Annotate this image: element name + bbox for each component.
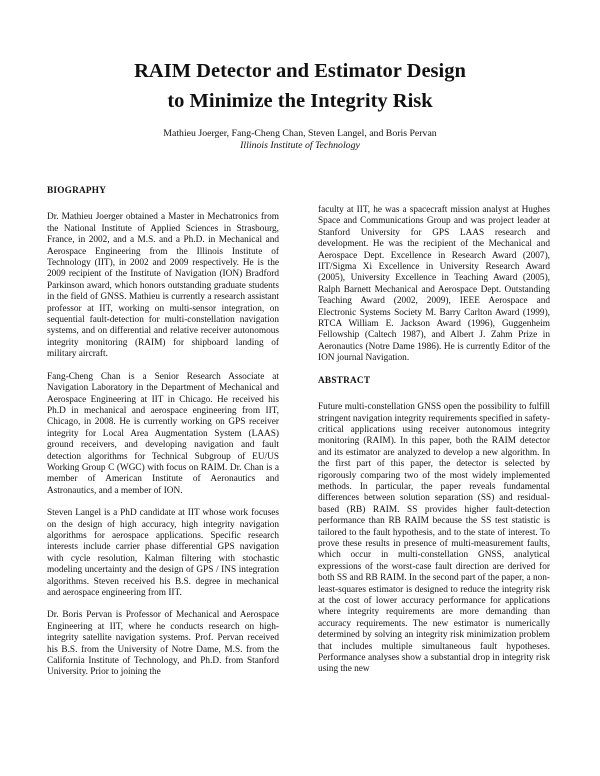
bio-chan: Fang-Cheng Chan is a Senior Research Associate at Navigation Laboratory in the Department of Mechanical and Aerospace Engineering at IIT in Chicago. He received his Ph.D in mechanical and aerospace engineering from IIT, Chicago, in 2008. He is currently working on GPS receiver integrity for Local Area Augmentation System (LAAS) ground receivers, and developing navigation and fault detection algorithms for Technical Subgroup of EU/US Working Group C (WGC) with focus on RAIM. Dr. Chan is a member of American Institute of Aeronautics and Astronautics, and a member of ION. <box>47 371 279 496</box>
abstract-heading: ABSTRACT <box>318 375 371 386</box>
bio-joerger: Dr. Mathieu Joerger obtained a Master in Mechatronics from the National Institute of Applied Sciences in Strasbourg, France, in 2002, and a M.S. and a Ph.D. in Mechanical and Aerospace Engineering from the Illinois Institute of Technology (IIT), in 2002 and 2009 respectively. He is the 2009 recipient of the Institute of Navigation (ION) Bradford Parkinson award, which honors outstanding graduate students in the field of GNSS. Mathieu is currently a research assistant professor at IIT, working on multi-sensor integration, on sequential fault-detection for multi-constellation navigation systems, and on differential and relative receiver autonomous integrity monitoring (RAIM) for shipboard landing of military aircraft. <box>47 212 279 360</box>
paper-title <box>0 56 600 116</box>
title-line-1: RAIM Detector and Estimator Design <box>134 60 466 82</box>
affiliation: Illinois Institute of Technology <box>240 140 360 151</box>
author-list: Mathieu Joerger, Fang-Cheng Chan, Steven Langel, and Boris Pervan <box>163 128 437 139</box>
abstract-text: Future multi-constellation GNSS open the possibility to fulfill stringent navigation integrity requirements specified in safety-critical applications using receiver autonomous integrity monitoring (RAIM). In this paper, both the RAIM detector and its estimator are analyzed to develop a new algorithm. In the first part of this paper, the detector is selected by rigorously comparing two of the most widely implemented methods. In particular, the paper reveals fundamental differences between solution separation (SS) and residual-based (RB) RAIM. SS provides higher fault-detection performance than RB RAIM because the SS test statistic is tailored to the fault hypothesis, and to the state of interest. To prove these results in presence of multi-measurement faults, which occur in multi-constellation GNSS, analytical expressions of the worst-case fault direction are derived for both SS and RB RAIM. In the second part of the paper, a non-least-squares estimator is designed to reduce the integrity risk at the cost of lower accuracy performance for applications where integrity requirements are more demanding than accuracy requirements. The new estimator is numerically determined by solving an integrity risk minimization problem that includes multiple simultaneous fault hypotheses. Performance analyses show a substantial drop in integrity risk using the new <box>318 402 550 675</box>
bio-pervan: Dr. Boris Pervan is Professor of Mechanical and Aerospace Engineering at IIT, where he conducts research on high-integrity satellite navigation systems. Prof. Pervan received his B.S. from the University of Notre Dame, M.S. from the California Institute of Technology, and Ph.D. from Stanford University. Prior to joining the <box>47 610 279 678</box>
right-column <box>318 205 550 676</box>
bio-pervan-continued: faculty at IIT, he was a spacecraft mission analyst at Hughes Space and Communications Group and was project leader at Stanford University for GPS LAAS research and development. He was the recipient of the Mechanical and Aerospace Dept. Excellence in Research Award (2007), IIT/Sigma Xi Excellence in University Research Award (2005), University Excellence in Teaching Award (2005), Ralph Barnett Mechanical and Aerospace Dept. Outstanding Teaching Award (2002, 2009), IEEE Aerospace and Electronic Systems Society M. Barry Carlton Award (1999), RTCA William E. Jackson Award (1996), Guggenheim Fellowship (Caltech 1987), and Albert J. Zahm Prize in Aeronautics (Notre Dame 1986). He is currently Editor of the ION journal Navigation. <box>318 205 550 364</box>
title-line-2: to Minimize the Integrity Risk <box>167 90 433 112</box>
biography-heading: BIOGRAPHY <box>47 186 107 196</box>
left-column <box>47 186 279 679</box>
bio-langel: Steven Langel is a PhD candidate at IIT whose work focuses on the design of high accuracy, high integrity navigation algorithms for aerospace applications. Specific research interests include carrier phase differential GPS navigation with cycle resolution, Kalman filtering with stochastic modeling uncertainty and the design of GPS / INS integration algorithms. Steven received his B.S. degree in mechanical and aerospace engineering from IIT. <box>47 508 279 598</box>
